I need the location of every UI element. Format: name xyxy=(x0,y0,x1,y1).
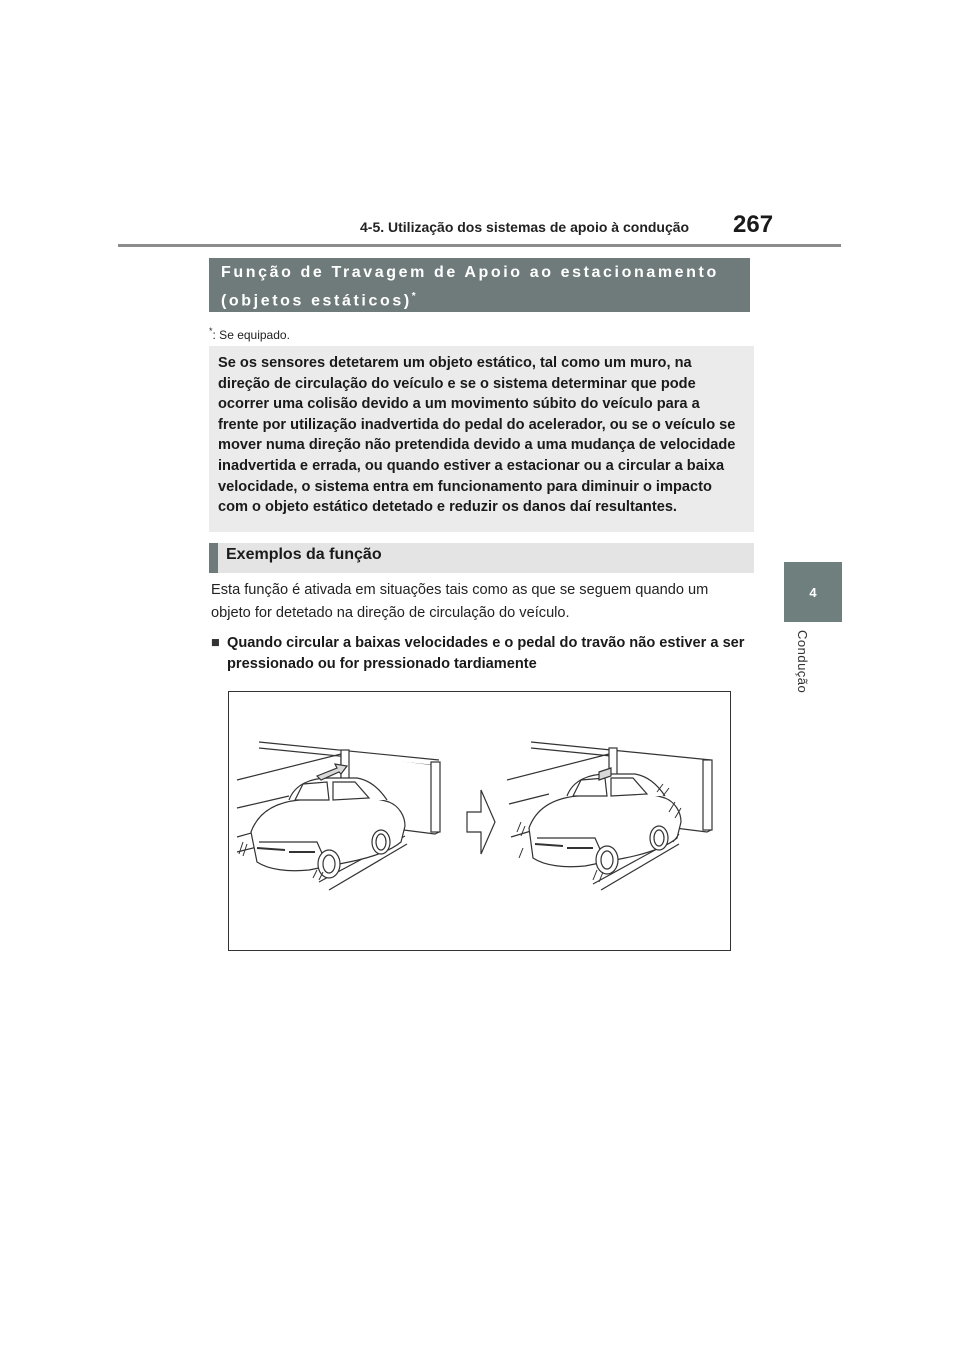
footnote xyxy=(209,326,290,342)
bullet-text: Quando circular a baixas velocidades e o pedal do travão não estiver a ser pressionado ou for pressionado tardiamente xyxy=(227,635,745,672)
summary-text: Se os sensores detetarem um objeto estático, tal como um muro, na direção de circulação do veículo e se o sistema determinar que pode ocorrer uma colisão devido a um movimento súbito do veículo para a frente por utilização inadvertida do pedal do acelerador, ou se o veículo se mover numa direção não pretendida devido a uma mudança de velocidade inadvertida e errada, ou quando estiver a estacionar ou a circular a baixa velocidade, o sistema entra em funcionamento para diminuir o impacto com o objeto estático detetado e reduzir os danos daí resultantes. xyxy=(218,355,736,516)
section-title xyxy=(209,258,750,312)
right-arrow-icon xyxy=(467,790,495,854)
section-title-text: Função de Travagem de Apoio ao estacionamento (objetos estáticos) xyxy=(221,264,719,310)
illustration-figure xyxy=(228,691,731,951)
car-approaching-wall xyxy=(237,742,440,890)
header-divider xyxy=(118,244,841,247)
summary-box xyxy=(209,346,754,532)
header-section-title: 4-5. Utilização dos sistemas de apoio à condução xyxy=(360,219,690,235)
chapter-number: 4 xyxy=(809,584,817,600)
subheading xyxy=(209,543,754,573)
illustration-svg xyxy=(229,692,732,952)
chapter-label: Condução xyxy=(795,630,810,694)
chapter-tab xyxy=(784,562,842,622)
car-braking-at-wall xyxy=(507,742,712,890)
body-paragraph: Esta função é ativada em situações tais como as que se seguem quando um objeto for detetado na direção de circulação do veículo. xyxy=(211,582,709,621)
section-title-marker: * xyxy=(411,291,416,302)
bullet-item xyxy=(211,633,756,674)
page-number: 267 xyxy=(733,211,774,238)
footnote-marker: * xyxy=(209,326,213,336)
subheading-text: Exemplos da função xyxy=(226,546,382,563)
bullet-marker: ■ xyxy=(211,635,220,651)
footnote-text: : Se equipado. xyxy=(212,328,290,342)
